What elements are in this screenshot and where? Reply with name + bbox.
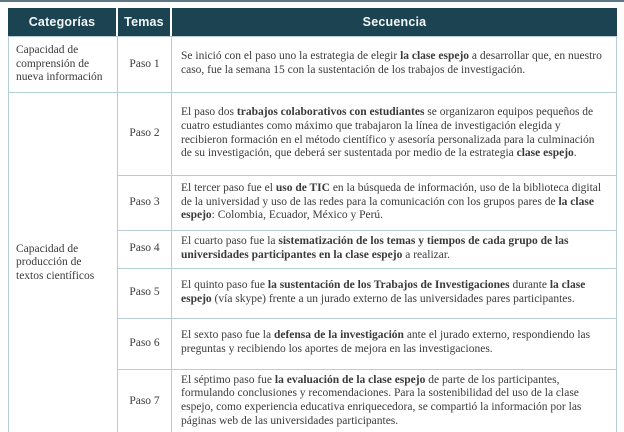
table-row: [8, 36, 617, 93]
tema-cell-paso-2: Paso 2: [118, 93, 172, 176]
column-header-temas: Temas: [118, 8, 172, 36]
tema-cell-paso-1: Paso 1: [118, 36, 172, 93]
tema-cell-paso-5: Paso 5: [118, 269, 172, 319]
secuencia-cell-paso-6: El sexto paso fue la defensa de la investigación ante el jurado externo, respondiendo las preguntas y recibiendo los aportes de mejora en las investigaciones.: [172, 319, 617, 370]
column-header-secuencia: Secuencia: [172, 8, 617, 36]
category-cell-produccion: Capacidad de producción de textos científicos: [8, 93, 118, 432]
tema-cell-paso-3: Paso 3: [118, 176, 172, 231]
secuencia-cell-paso-2: El paso dos trabajos colaborativos con estudiantes se organizaron equipos pequeños de cuatro estudiantes como máximo que trabajaron la línea de investigación elegida y recibieron formación en el método científico y asesoría personalizada para la culminación de su investigación, que deberá ser sustentada por medio de la estrategia clase espejo.: [172, 93, 617, 176]
secuencia-cell-paso-1: Se inició con el paso uno la estrategia de elegir la clase espejo a desarrollar que, en nuestro caso, fue la semana 15 con la sustentación de los trabajos de investigación.: [172, 36, 617, 93]
secuencia-cell-paso-5: El quinto paso fue la sustentación de los Trabajos de Investigaciones durante la clase espejo (vía skype) frente a un jurado externo de las universidades pares participantes.: [172, 269, 617, 319]
tema-cell-paso-4: Paso 4: [118, 231, 172, 269]
top-rule: [0, 0, 624, 2]
table-body: [8, 36, 617, 432]
category-cell-comprension: Capacidad de comprensión de nueva información: [8, 36, 118, 93]
column-header-categorias: Categorías: [8, 8, 118, 36]
secuencia-cell-paso-3: El tercer paso fue el uso de TIC en la búsqueda de información, uso de la biblioteca digital de la universidad y uso de las redes para la comunicación con los grupos pares de la clase espejo: Colombia, Ecuador, México y Perú.: [172, 176, 617, 231]
secuencia-cell-paso-7: El séptimo paso fue la evaluación de la clase espejo de parte de los participantes, formulando conclusiones y recomendaciones. Para la sostenibilidad del uso de la clase espejo, como experiencia educativa enriquecedora, se compartió la información por las páginas web de las universidades participantes.: [172, 370, 617, 432]
table-row: [8, 93, 617, 176]
tema-cell-paso-6: Paso 6: [118, 319, 172, 370]
sequence-table: [8, 8, 617, 432]
secuencia-cell-paso-4: El cuarto paso fue la sistematización de los temas y tiempos de cada grupo de las universidades participantes en la clase espejo a realizar.: [172, 231, 617, 269]
tema-cell-paso-7: Paso 7: [118, 370, 172, 432]
table-header-row: [8, 8, 617, 36]
